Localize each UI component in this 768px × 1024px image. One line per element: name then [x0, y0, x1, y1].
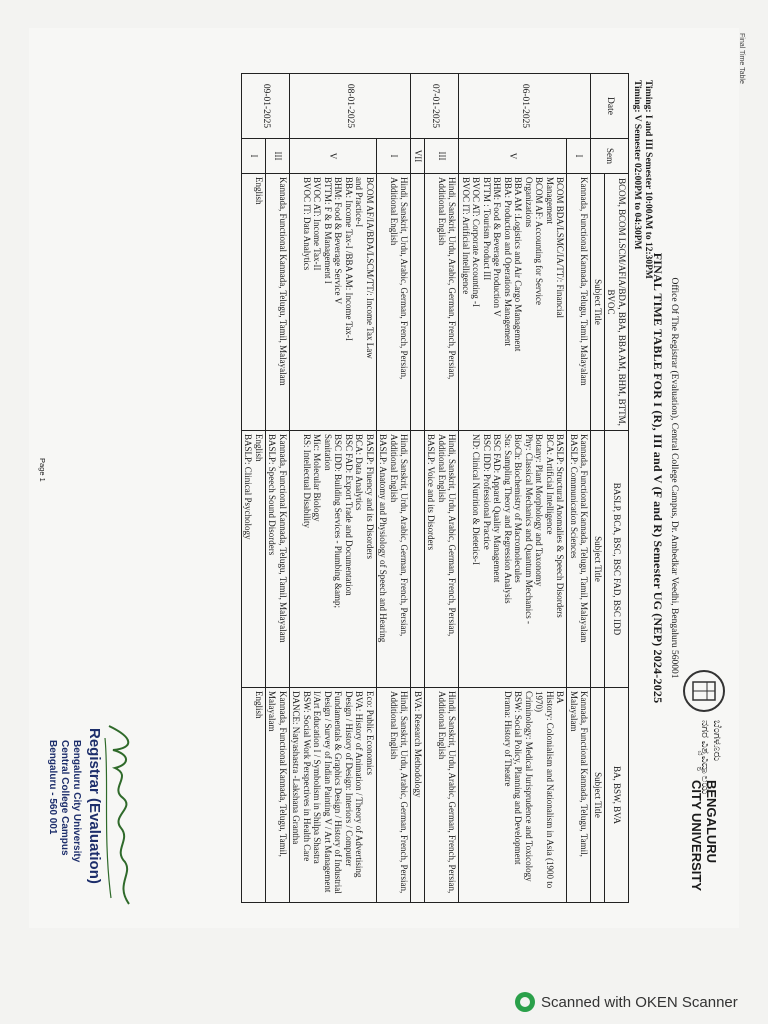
subject-line: BASLP: Communication Sciences	[569, 434, 579, 559]
subject-line: Kannada, Functional Kannada, Telugu, Tamil, Malayalam	[278, 434, 288, 643]
subject-line: Phy: Classical Mechanics and Quantum Mechanics -	[524, 434, 534, 624]
table-row	[411, 74, 425, 903]
subject-line: BSC FAD: Apparel Quality Management	[492, 434, 503, 583]
subject-cell	[377, 688, 412, 903]
header-group-science: BASLP, BCA, BSC, BSC FAD, BSC IDD	[605, 431, 629, 688]
subject-line: ND: Clinical Nutrition & Dietetics-I	[471, 434, 482, 565]
subject-cell	[290, 688, 377, 903]
timing-line-1: Timing: I and III Semester 10:00AM to 12:30PM	[643, 80, 653, 279]
timetable-body	[242, 74, 592, 903]
subject-cell	[377, 174, 412, 431]
subject-line: BVOC AT: Corporate Accounting -I	[471, 177, 482, 308]
subject-line: Organizations	[524, 177, 534, 228]
subject-line: Eco: Public Economics	[365, 691, 375, 775]
subject-line: Hindi, Sanskrit, Urdu, Arabic, German, French, Persian,	[399, 177, 410, 380]
rotated-document	[29, 28, 745, 928]
header-sem: Sem	[591, 139, 629, 174]
subject-cell	[290, 431, 377, 688]
semester: III	[266, 139, 290, 174]
subject-line: Kannada, Functional Kannada, Telugu, Tamil, Malayalam	[267, 691, 288, 857]
subject-cell	[266, 431, 290, 688]
subject-line: BSW: Social Policy, Planning and Development	[513, 691, 524, 865]
semester: I	[567, 139, 591, 174]
subject-line: Hindi, Sanskrit, Urdu, Arabic, German, French, Persian,	[399, 691, 410, 894]
exam-date: 07-01-2025	[411, 74, 459, 139]
exam-date: 09-01-2025	[242, 74, 290, 139]
subject-line: BHM: Food & Beverage Service V	[333, 177, 344, 305]
table-row	[425, 74, 460, 903]
university-header	[671, 668, 731, 918]
subject-line: BCOM AF: Accounting for Service	[534, 177, 545, 305]
semester: III	[425, 139, 460, 174]
semester: I	[377, 139, 412, 174]
registrar-signature-block	[29, 718, 139, 918]
subject-line: BioCh: Biochemistry of Macromolecules	[513, 434, 524, 583]
subject-line: BASLP: Anatomy and Physiology of Speech and Hearing	[378, 434, 389, 643]
subject-line: Additional English	[389, 434, 399, 503]
subject-cell	[411, 174, 425, 431]
subject-line: Botany: Plant Morphology and Taxonomy	[534, 434, 545, 587]
subject-line: BVOC IT: Artificial Intelligence	[461, 177, 471, 295]
subject-line: DANCE: Natyashastra -Lakshana Grantha	[291, 691, 302, 845]
scanner-watermark	[515, 990, 738, 1014]
table-row	[266, 74, 290, 903]
subject-line: English	[254, 434, 264, 462]
exam-date: 08-01-2025	[290, 74, 412, 139]
university-emblem-icon	[681, 668, 727, 714]
subject-line: BSC FAD: Export Trade and Documentation	[344, 434, 354, 596]
table-row	[567, 74, 591, 903]
subject-cell	[242, 174, 266, 431]
subject-cell	[266, 688, 290, 903]
university-name-kannada: ಬೆಂಗಳೂರು ನಗರ ವಿಶ್ವವಿದ್ಯಾಲಯ	[699, 720, 723, 795]
scanner-logo-icon	[515, 992, 535, 1012]
subject-title-heading: Subject Title	[591, 431, 605, 688]
header-group-arts: BA, BSW, BVA	[605, 688, 629, 903]
subject-line: 1970)	[534, 691, 545, 712]
subject-line: Hindi, Sanskrit, Urdu, Arabic, German, French, Persian,	[447, 691, 458, 894]
subject-cell	[425, 431, 460, 688]
subject-line: History: Colonialism and Nationalism in Asia (1900 to	[545, 691, 555, 889]
subject-line: BCOM BDA/LSMC/IA/TT/: Financial	[555, 177, 566, 319]
subject-line: BASLP: Fluency and its Disorders	[365, 434, 375, 559]
registrar-address: Bengaluru City University Central College Campus Bengaluru - 560 001	[47, 740, 82, 863]
subject-line: Design / Survey of Indian Painting V / Art Management	[323, 691, 333, 893]
timetable	[241, 73, 629, 903]
subject-line: BSC IDD: Professional Practice	[482, 434, 492, 550]
subject-cell	[425, 688, 460, 903]
subject-line: BVOC IT: Data Analytics	[302, 177, 312, 271]
subject-line: Design / History of Design: Interiors / Computer	[344, 691, 354, 867]
subject-line: BCA: Artificial Intelligence	[545, 434, 555, 535]
subject-line: BVA: History of Animation / Theory of Advertising	[354, 691, 365, 878]
subject-line: BSC IDD: Building Services - Plumbing &amp;	[333, 434, 344, 609]
subject-line: Sta: Sampling Theory and Regression Analysis	[503, 434, 513, 604]
subject-cell	[411, 688, 425, 903]
subject-line: Additional English	[437, 434, 447, 503]
subject-cell	[567, 688, 591, 903]
semester: V	[290, 139, 377, 174]
subject-line: BASLP: Speech Sound Disorders	[267, 434, 278, 556]
office-address: Office Of The Registrar (Evaluation), Central College Campus, Dr. Ambedkar Veedhi, Bengaluru 560001	[669, 277, 679, 679]
subject-title-heading: Subject Title	[591, 688, 605, 903]
subject-cell	[242, 688, 266, 903]
subject-line: I/Art Education I / Symbolism in Shilpa Shastra	[312, 691, 323, 864]
subject-line: BCA: Data Analytics	[354, 434, 365, 511]
semester: VII	[411, 139, 425, 174]
subject-cell	[459, 431, 567, 688]
subject-line: Hindi, Sanskrit, Urdu, Arabic, German, French, Persian,	[447, 177, 458, 380]
subject-line: Kannada, Functional Kannada, Telugu, Tamil, Malayalam	[569, 691, 590, 857]
table-row	[242, 74, 266, 903]
subject-cell	[459, 174, 567, 431]
subject-line: BBA AM :Logistics and Air Cargo Management	[513, 177, 524, 352]
subject-cell	[567, 174, 591, 431]
subject-line: Kannada, Functional Kannada, Telugu, Tamil, Malayalam	[579, 177, 590, 386]
subject-line: Drama: History of Theatre	[503, 691, 513, 787]
university-name-english: BENGALURU CITY UNIVERSITY	[689, 780, 719, 892]
subject-line: English	[254, 177, 264, 205]
subject-line: Mic: Molecular Biology	[312, 434, 323, 522]
table-row	[290, 74, 377, 903]
subject-title-heading: Subject Title	[591, 174, 605, 431]
final-time-table-footer-label: Final Time Table	[738, 33, 745, 84]
subject-line: BASLP: Clinical Psychology	[243, 434, 254, 540]
semester: V	[459, 139, 567, 174]
handwritten-signature	[99, 718, 139, 918]
subject-cell	[242, 431, 266, 688]
subject-line: Sanitation	[323, 434, 333, 471]
subject-line: Fundamentals & Graphics Design / History of Industrial	[333, 691, 344, 894]
registrar-title: Registrar (Evaluation)	[86, 728, 103, 884]
semester: I	[242, 139, 266, 174]
header-date: Date	[591, 74, 629, 139]
subject-line: Hindi, Sanskrit, Urdu, Arabic, German, French, Persian,	[447, 434, 458, 637]
subject-cell	[411, 431, 425, 688]
subject-line: Criminology: Medical Jurisprudence and Toxicology	[524, 691, 534, 882]
subject-line: BA	[555, 691, 566, 704]
subject-line: Additional English	[389, 691, 399, 760]
page-number: Page 1	[38, 458, 47, 482]
subject-cell	[377, 431, 412, 688]
subject-cell	[567, 431, 591, 688]
subject-line: RS: Intellectual Disability	[302, 434, 312, 528]
subject-line: Additional English	[389, 177, 399, 246]
subject-line: and Practice-I	[354, 177, 365, 228]
subject-line: BBA: Production and Operations Management	[503, 177, 513, 346]
subject-line: BTTM : Tourism Product III	[482, 177, 492, 281]
subject-line: BASLP: Voice and its Disorders	[426, 434, 437, 551]
subject-line: BASLP: Structural Anomalies & Speech Disorders	[555, 434, 566, 618]
subject-line: BTTM: F & B Management I	[323, 177, 333, 284]
table-row	[459, 74, 567, 903]
subject-line: English	[254, 691, 264, 719]
table-row	[377, 74, 412, 903]
subject-line: BVOC AT: Income Tax-II	[312, 177, 323, 271]
subject-line: BHM: Food & Beverage Production V	[492, 177, 503, 317]
subject-line: BVA: Research Methodology	[413, 691, 423, 798]
subject-line: Kannada, Functional Kannada, Telugu, Tamil, Malayalam	[278, 177, 288, 386]
subject-cell	[459, 688, 567, 903]
subject-line: Hindi, Sanskrit, Urdu, Arabic, German, French, Persian,	[399, 434, 410, 637]
header-group-commerce: BCOM, BCOM LSCM/AFIA/BDA, BBA, BBA AM, BHM, BTTM, BVOC	[605, 174, 629, 431]
subject-line: Kannada, Functional Kannada, Telugu, Tamil, Malayalam	[579, 434, 590, 643]
subject-line: Management	[545, 177, 555, 224]
timetable-title: FINAL TIME TABLE FOR I (R), III and V (F and R) Semester UG (NEP) 2024-2025	[651, 252, 665, 704]
scanner-label: Scanned with OKEN Scanner	[541, 993, 738, 1011]
subject-cell	[425, 174, 460, 431]
exam-date: 06-01-2025	[459, 74, 591, 139]
subject-line: BSW: Social Work Perspectives in Health Care	[302, 691, 312, 862]
timing-line-2: Timing: V Semester 02:00PM to 04:30PM	[632, 80, 642, 250]
subject-line: BBA: Income Tax-I /BBA AM: Income Tax-I	[344, 177, 354, 341]
subject-line: Additional English	[437, 177, 447, 246]
subject-line: BCOM AF/IA/BDA/LSCM/TT/: Income Tax Law	[365, 177, 375, 359]
subject-line: Additional English	[437, 691, 447, 760]
subject-cell	[290, 174, 377, 431]
subject-cell	[266, 174, 290, 431]
